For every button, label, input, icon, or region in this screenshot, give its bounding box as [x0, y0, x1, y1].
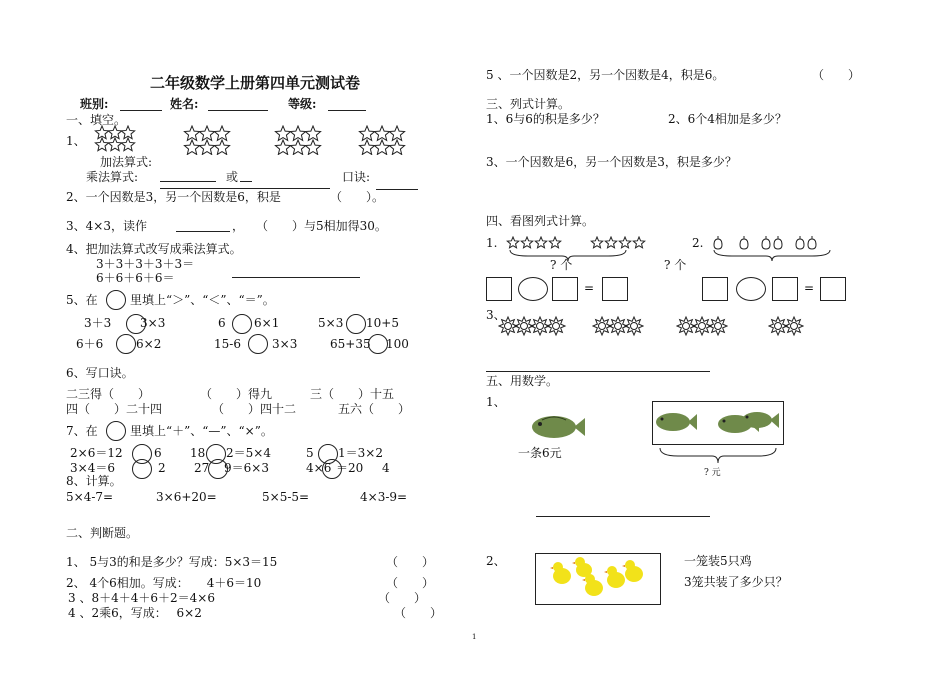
q5-r1-circle-2[interactable]	[232, 314, 252, 334]
q7-r2-e: 4×6	[306, 461, 332, 475]
q7-text-2: 里填上“＋”、“—”、“×”。	[130, 424, 273, 438]
q8-text: 8、计算。	[66, 474, 122, 488]
q7-text: 7、在	[66, 424, 98, 438]
q3-text: 3、4×3，读作	[66, 219, 147, 233]
q7-r1-e: 5	[306, 446, 314, 460]
q4-text: 4、把加法算式改写成乘法算式。	[66, 242, 242, 256]
math-2-text-1: 一笼装5只鸡	[684, 554, 752, 568]
brace-2-label: ? 个	[664, 258, 687, 272]
judge-4-paren: （ ）	[394, 606, 443, 620]
math-2-number: 2、	[486, 554, 506, 568]
q1-kou-label: 口诀:	[342, 170, 371, 184]
star-group-2-icon	[183, 125, 235, 155]
q3-paren: （ ）与5相加得30。	[256, 219, 387, 233]
pic-2-number: 2.	[692, 236, 704, 250]
star-group-3-icon	[274, 125, 326, 155]
q1-multiply-label: 乘法算式:	[86, 170, 139, 184]
q2-paren: （ ）。	[330, 190, 385, 204]
q6-r2-c: 五六（ ）	[338, 402, 411, 416]
sun-group-1-icon	[498, 315, 570, 337]
q5-r1-d: 6×1	[254, 316, 280, 330]
judge-1-text: 1、 5与3的和是多少？写成：5×3＝15	[66, 555, 278, 569]
q7-legend-circle	[106, 421, 126, 441]
q7-r2-d: 9＝6×3	[224, 461, 269, 475]
q7-r2-b: 2	[158, 461, 166, 475]
judge-5-text: 5 、一个因数是2，另一个因数是4，积是6。	[486, 68, 725, 82]
section-4-heading: 四、看图列式计算。	[486, 214, 595, 228]
q5-r1-circle-3[interactable]	[346, 314, 366, 334]
q7-r2-c: 27	[194, 461, 210, 475]
answer-oval-1[interactable]	[518, 277, 548, 301]
q5-r1-b: 3×3	[140, 316, 166, 330]
star-group-4-icon	[358, 125, 410, 155]
q8-item-1: 5×4-7=	[66, 490, 114, 504]
sun-group-3-icon	[676, 315, 728, 337]
section-1-heading: 一、填空。	[66, 113, 127, 127]
q8-item-2: 3×6+20=	[156, 490, 217, 504]
equals-1: =	[584, 281, 595, 295]
q5-r2-circle-3[interactable]	[368, 334, 388, 354]
brace-3-label: ? 元	[704, 468, 721, 478]
fish-icon	[528, 410, 586, 444]
pic-1-number: 1.	[486, 236, 498, 250]
q7-r2-f: ＝20	[336, 461, 364, 475]
class-blank	[120, 110, 162, 111]
answer-box-2c[interactable]	[820, 277, 846, 301]
grade-blank	[328, 110, 366, 111]
answer-oval-2[interactable]	[736, 277, 766, 301]
sun-group-2-icon	[592, 315, 644, 337]
q3-comma: ，	[232, 219, 245, 233]
q8-item-3: 5×5-5=	[262, 490, 310, 504]
q6-r1-b: （ ）得九	[200, 387, 273, 401]
judge-2-paren: （ ）	[386, 576, 435, 590]
q7-r2-a: 3×4＝6	[70, 461, 115, 475]
q7-r1-c: 18	[190, 446, 206, 460]
q5-r2-circle-1[interactable]	[116, 334, 136, 354]
equals-2: =	[804, 281, 815, 295]
chick-icon	[536, 554, 658, 602]
q7-r1-f: 1＝3×2	[338, 446, 383, 460]
q4-line-1: 3＋3＋3＋3＋3＝	[96, 257, 195, 271]
answer-box-1a[interactable]	[486, 277, 512, 301]
sun-group-4-icon	[768, 315, 804, 337]
q1-multiply-blank-b	[240, 181, 252, 182]
q7-r2-g: 4	[382, 461, 390, 475]
q5-r1-e: 5×3	[318, 316, 344, 330]
class-label: 班别:	[80, 97, 109, 111]
q4-blank	[232, 277, 360, 278]
math-1-number: 1、	[486, 395, 506, 409]
q7-r1-a: 2×6＝12	[70, 446, 123, 460]
q5-r2-e: 65+35	[330, 337, 371, 351]
q5-r2-c: 15-6	[214, 337, 241, 351]
calc-1: 1、6与6的积是多少？	[486, 112, 605, 126]
answer-box-2a[interactable]	[702, 277, 728, 301]
q5-text: 5、在	[66, 293, 98, 307]
q6-r2-a: 四（ ）二十四	[66, 402, 163, 416]
q5-r2-b: 6×2	[136, 337, 162, 351]
q5-r1-a: 3＋3	[84, 316, 112, 330]
pic-3-number: 3、	[486, 308, 506, 322]
pic-3-answer-line	[486, 371, 710, 372]
brace-1-label: ? 个	[550, 258, 573, 272]
calc-2: 2、6个4相加是多少？	[668, 112, 787, 126]
grade-label: 等级:	[288, 97, 317, 111]
q2-top-line	[160, 188, 330, 189]
q1-multiply-blank-a	[160, 181, 216, 182]
q3-blank	[176, 231, 230, 232]
q5-legend-circle	[106, 290, 126, 310]
q8-item-4: 4×3-9=	[360, 490, 408, 504]
star-group-1-icon	[94, 125, 140, 155]
q5-r1-f: 10+5	[366, 316, 399, 330]
q1-number: 1、	[66, 134, 86, 148]
section-5-heading: 五、用数学。	[486, 374, 559, 388]
q7-r1-d: 2＝5×4	[226, 446, 271, 460]
q5-r2-circle-2[interactable]	[248, 334, 268, 354]
q6-r1-c: 三（ ）十五	[310, 387, 395, 401]
judge-3-paren: （ ）	[378, 591, 427, 605]
fish-group-icon	[653, 403, 781, 441]
name-label: 姓名:	[170, 97, 199, 111]
judge-2-text: 2、 4个6相加。写成： 4＋6＝10	[66, 576, 262, 590]
math-2-text-2: 3笼共装了多少只？	[684, 575, 788, 589]
brace-3-icon	[658, 446, 778, 464]
q7-r1-b: 6	[154, 446, 162, 460]
q6-r2-b: （ ）四十二	[212, 402, 297, 416]
judge-5-paren: （ ）	[812, 68, 861, 82]
page-title: 二年级数学上册第四单元测试卷	[150, 74, 361, 92]
brace-2-icon	[712, 248, 832, 262]
q7-r2-circle-1[interactable]	[132, 459, 152, 479]
name-blank	[208, 110, 268, 111]
answer-box-1b[interactable]	[552, 277, 578, 301]
section-3-heading: 三、列式计算。	[486, 97, 571, 111]
q5-r2-a: 6＋6	[76, 337, 104, 351]
calc-3: 3、一个因数是6，另一个因数是3，积是多少？	[486, 155, 737, 169]
answer-box-2b[interactable]	[772, 277, 798, 301]
q5-r2-f: 100	[386, 337, 409, 351]
math-1-answer-line	[536, 516, 710, 517]
judge-4-text: 4 、2乘6，写成： 6×2	[68, 606, 202, 620]
q4-line-2: 6＋6＋6＋6＝	[96, 271, 175, 285]
fish-price-caption: 一条6元	[518, 446, 562, 460]
q6-r1-a: 二三得（ ）	[66, 387, 151, 401]
q5-r2-d: 3×3	[272, 337, 298, 351]
section-2-heading: 二、判断题。	[66, 526, 139, 540]
q6-text: 6、写口诀。	[66, 366, 134, 380]
judge-3-text: 3 、8＋4＋4＋6＋2＝4×6	[68, 591, 215, 605]
q1-addition-label: 加法算式:	[100, 155, 153, 169]
q2-text: 2、一个因数是3，另一个因数是6，积是	[66, 190, 281, 204]
q1-or: 或	[226, 170, 239, 184]
page-number: 1	[472, 633, 477, 641]
q5-r1-c: 6	[218, 316, 226, 330]
q5-text-2: 里填上“＞”、“＜”、“＝”。	[130, 293, 275, 307]
answer-box-1c[interactable]	[602, 277, 628, 301]
judge-1-paren: （ ）	[386, 555, 435, 569]
